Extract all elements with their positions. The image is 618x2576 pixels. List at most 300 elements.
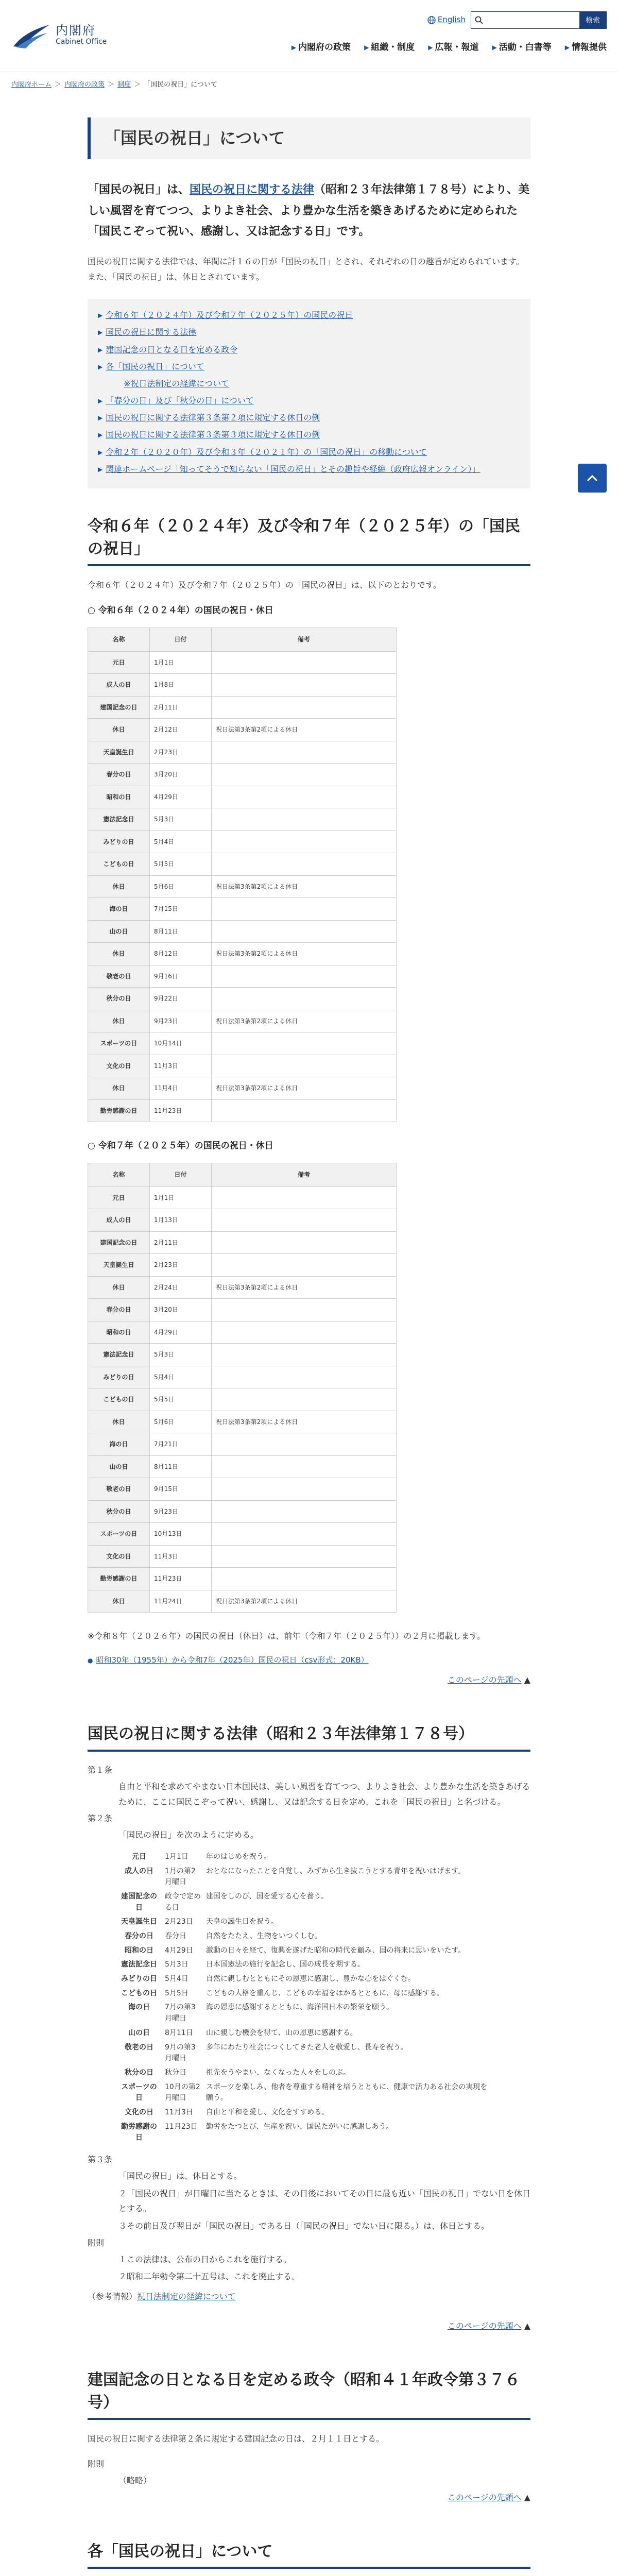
holiday-name: こどもの日 xyxy=(88,853,150,876)
holiday-date: 2月23日 xyxy=(150,1254,212,1277)
holiday-note xyxy=(212,1231,397,1254)
holiday-date: 7月15日 xyxy=(150,898,212,921)
nav-arrow-icon: ▶ xyxy=(291,44,297,52)
table-row xyxy=(88,719,397,741)
holiday-name: 文化の日 xyxy=(88,1545,150,1568)
supplementary-item: （略略） xyxy=(118,2476,152,2486)
holiday-date: 5月6日 xyxy=(150,1411,212,1433)
holiday-note: 祝日法第3条第2項による休日 xyxy=(212,1276,397,1299)
holiday-note: 祝日法第3条第2項による休日 xyxy=(212,1590,397,1613)
holiday-date: 11月4日 xyxy=(150,1077,212,1100)
nav-arrow-icon: ▶ xyxy=(364,44,369,52)
law-holiday-date: 9月の第3月曜日 xyxy=(165,2043,196,2063)
table-row xyxy=(88,1455,397,1478)
history-link[interactable]: 祝日法制定の経緯について xyxy=(137,2291,236,2301)
site-header xyxy=(0,0,618,72)
table-row xyxy=(88,1500,397,1523)
holiday-date: 9月23日 xyxy=(150,1010,212,1032)
holiday-date: 1月8日 xyxy=(150,674,212,697)
holiday-table-2024 xyxy=(88,628,397,1123)
holiday-name: 憲法記念日 xyxy=(88,1344,150,1366)
holiday-note xyxy=(212,965,397,988)
section-heading: 令和６年（２０２４年）及び令和７年（２０２５年）の「国民の祝日」 xyxy=(88,515,530,566)
toc-item[interactable] xyxy=(98,445,520,459)
table-row xyxy=(88,1321,397,1344)
law-holiday-name: 憲法記念日 xyxy=(121,1960,157,1969)
table-row xyxy=(88,808,397,831)
table-row xyxy=(88,1276,397,1299)
table-row xyxy=(88,1099,397,1122)
toc-item[interactable] xyxy=(98,462,520,476)
col-date: 日付 xyxy=(150,628,212,651)
holiday-date: 11月23日 xyxy=(150,1099,212,1122)
lead-paragraph xyxy=(88,180,530,243)
toc-item[interactable] xyxy=(98,411,520,425)
law-row xyxy=(118,2106,494,2120)
holiday-name: 勤労感謝の日 xyxy=(88,1099,150,1122)
holiday-note xyxy=(212,1478,397,1501)
article-2-label: 第２条 xyxy=(88,1814,113,1824)
table-row xyxy=(88,1077,397,1100)
holiday-note: 祝日法第3条第2項による休日 xyxy=(212,1010,397,1032)
law-row xyxy=(118,2026,494,2041)
holiday-name: みどりの日 xyxy=(88,831,150,853)
holiday-note xyxy=(212,831,397,853)
holiday-name: 秋分の日 xyxy=(88,988,150,1010)
toc-arrow-icon: ▶ xyxy=(98,346,103,353)
col-note: 備考 xyxy=(212,628,397,651)
nav-policy[interactable] xyxy=(291,40,351,55)
law-holiday-name: 秋分の日 xyxy=(125,2068,153,2077)
holiday-name: 山の日 xyxy=(88,1455,150,1478)
holiday-date: 5月5日 xyxy=(150,1388,212,1411)
caret-up-icon: ▲ xyxy=(524,2321,530,2331)
header-utility xyxy=(427,11,607,29)
holiday-note xyxy=(212,1055,397,1077)
toc-item[interactable] xyxy=(98,360,520,374)
col-date: 日付 xyxy=(150,1163,212,1187)
table-row xyxy=(88,1568,397,1590)
law-holiday-purpose: 多年にわたり社会につくしてきた老人を敬愛し、長寿を祝う。 xyxy=(206,2043,408,2052)
lead-text: 「国民の祝日」は、 xyxy=(88,183,190,196)
law-holiday-date: 8月11日 xyxy=(165,2028,193,2037)
law-row xyxy=(118,1929,494,1944)
law-holiday-name: 海の日 xyxy=(128,2003,150,2012)
page-top-button[interactable] xyxy=(578,464,607,493)
reference-prefix: （参考情報） xyxy=(88,2291,138,2301)
csv-link-label: 昭和30年（1955年）から令和7年（2025年）国民の祝日（csv形式：20KB） xyxy=(96,1655,369,1665)
table-row xyxy=(88,764,397,786)
table-row xyxy=(88,1478,397,1501)
holiday-date: 1月1日 xyxy=(150,1187,212,1209)
toc-arrow-icon: ▶ xyxy=(98,414,103,422)
law-holiday-purpose: おとなになったことを自覚し、みずから生き抜こうとする青年を祝いはげます。 xyxy=(206,1867,465,1875)
toc-item[interactable] xyxy=(98,377,520,391)
law-holiday-date: 4月29日 xyxy=(165,1946,193,1955)
toc-arrow-icon: ▶ xyxy=(98,465,103,473)
law-holiday-date: 春分日 xyxy=(165,1932,186,1941)
holiday-date: 1月13日 xyxy=(150,1209,212,1232)
law-holiday-purpose: 自由と平和を愛し、文化をすすめる。 xyxy=(206,2108,329,2116)
holiday-date: 5月3日 xyxy=(150,1344,212,1366)
toc-link: 各「国民の祝日」について xyxy=(106,361,204,371)
law-holiday-date: 11月23日 xyxy=(165,2122,198,2131)
law-holiday-purpose: 海の恩恵に感謝するとともに、海洋国日本の繁栄を願う。 xyxy=(206,2003,393,2012)
law-holiday-purpose: 祖先をうやまい、なくなった人々をしのぶ。 xyxy=(206,2068,351,2077)
section-text: 国民の祝日に関する法律第２条に規定する建国記念の日は、２月１１日とする。 xyxy=(88,2434,385,2444)
law-holiday-date: 5月5日 xyxy=(165,1989,188,1997)
cabinet-office-emblem-icon xyxy=(11,21,52,49)
toc-link: 「春分の日」及び「秋分の日」について xyxy=(106,396,254,406)
holiday-note xyxy=(212,1254,397,1277)
article-1-body: 自由と平和を求めてやまない日本国民は、美しい風習を育てつつ、よりよき社会、より豊かな生活を築きあげるために、ここに国民こぞって祝い、感謝し、又は記念する日を定め、これを「国民の祝日」と名づける。 xyxy=(118,1781,530,1807)
toc-link: 国民の祝日に関する法律第３条第３項に規定する休日の例 xyxy=(106,430,320,440)
holiday-name: 海の日 xyxy=(88,898,150,921)
nav-label: 広報・報道 xyxy=(435,42,479,53)
holiday-date: 9月22日 xyxy=(150,988,212,1010)
holiday-note: 祝日法第3条第2項による休日 xyxy=(212,875,397,898)
holiday-name: 成人の日 xyxy=(88,1209,150,1232)
holiday-name: 建国記念の日 xyxy=(88,1231,150,1254)
law-holiday-date: 11月3日 xyxy=(165,2108,193,2116)
article-2-body: 「国民の祝日」を次のように定める。 xyxy=(118,1830,259,1840)
nav-arrow-icon: ▶ xyxy=(492,44,497,52)
back-to-top-link[interactable] xyxy=(88,2319,530,2333)
table-row xyxy=(88,1344,397,1366)
holiday-name: 昭和の日 xyxy=(88,1321,150,1344)
law-holiday-name: 成人の日 xyxy=(125,1867,153,1875)
table-row xyxy=(88,920,397,943)
toc-item[interactable] xyxy=(98,325,520,339)
law-holiday-purpose: 自然に親しむとともにその恩恵に感謝し、豊かな心をはぐくむ。 xyxy=(206,1975,415,1984)
caption-text: 令和７年（２０２５年）の国民の祝日・休日 xyxy=(98,1141,273,1151)
lead-text: （昭和２３年法律第１７８号）により、美しい風習を育てつつ、よりよき社会、より豊かな生活を築きあげるために定められた「国民こぞって祝い、感謝し、又は記念する日」です。 xyxy=(88,183,530,239)
law-holiday-purpose: 建国をしのび、国を愛する心を養う。 xyxy=(206,1892,329,1901)
breadcrumb-home[interactable]: 内閣府ホーム xyxy=(11,81,52,89)
toc-link: 国民の祝日に関する法律第３条第２項に規定する休日の例 xyxy=(106,413,320,423)
holiday-name: 休日 xyxy=(88,1276,150,1299)
law-holiday-name: 文化の日 xyxy=(125,2108,153,2116)
toc-link: 関連ホームページ「知ってそうで知らない「国民の祝日」とその趣旨や経緯（政府広報オンライン）」 xyxy=(106,464,480,474)
csv-download-link[interactable] xyxy=(88,1654,530,1667)
table-row xyxy=(88,1231,397,1254)
holiday-note xyxy=(212,1032,397,1055)
law-holiday-purpose: 自然をたたえ、生物をいつくしむ。 xyxy=(206,1932,322,1941)
holiday-date: 10月14日 xyxy=(150,1032,212,1055)
holiday-date: 2月12日 xyxy=(150,719,212,741)
col-name: 名称 xyxy=(88,1163,150,1187)
toc-item[interactable] xyxy=(98,308,520,322)
nav-arrow-icon: ▶ xyxy=(564,44,570,52)
holiday-name: 元日 xyxy=(88,651,150,674)
holiday-date: 9月15日 xyxy=(150,1478,212,1501)
table-row xyxy=(88,1010,397,1032)
law-holiday-name: 山の日 xyxy=(128,2028,150,2037)
holiday-name: 元日 xyxy=(88,1187,150,1209)
intro-paragraph: 国民の祝日に関する法律では、年間に計１６の日が「国民の祝日」とされ、それぞれの日の趣旨が定められています。また、「国民の祝日」は、休日とされています。 xyxy=(88,256,524,282)
nav-arrow-icon: ▶ xyxy=(428,44,433,52)
nav-label: 情報提供 xyxy=(572,42,607,53)
back-to-top-link[interactable] xyxy=(88,1673,530,1687)
holiday-date: 11月23日 xyxy=(150,1568,212,1590)
toc-arrow-icon: ▶ xyxy=(98,329,103,336)
law-holiday-purpose: 山に親しむ機会を得て、山の恩恵に感謝する。 xyxy=(206,2028,357,2037)
logo-japanese: 内閣府 xyxy=(56,23,96,38)
holiday-name: スポーツの日 xyxy=(88,1523,150,1546)
law-holiday-purpose: 年のはじめを祝う。 xyxy=(206,1852,271,1861)
holiday-date: 3月20日 xyxy=(150,764,212,786)
holiday-name: スポーツの日 xyxy=(88,1032,150,1055)
article-1-label: 第１条 xyxy=(88,1765,113,1775)
holiday-name: 春分の日 xyxy=(88,1299,150,1321)
law-holiday-purpose: スポーツを楽しみ、他者を尊重する精神を培うとともに、健康で活力ある社会の実現を願う。 xyxy=(206,2082,488,2103)
holiday-date: 8月11日 xyxy=(150,1455,212,1478)
breadcrumb-policy[interactable]: 内閣府の政策 xyxy=(64,81,105,89)
holiday-note xyxy=(212,764,397,786)
toc-item[interactable] xyxy=(98,394,520,408)
section-heading: 各「国民の祝日」について xyxy=(88,2540,530,2569)
holiday-date: 11月3日 xyxy=(150,1545,212,1568)
col-name: 名称 xyxy=(88,628,150,651)
holiday-date: 5月3日 xyxy=(150,808,212,831)
english-link[interactable] xyxy=(427,13,466,27)
table-row xyxy=(88,1411,397,1433)
table-row xyxy=(88,674,397,697)
holiday-note: 祝日法第3条第2項による休日 xyxy=(212,1411,397,1433)
toc-arrow-icon: ▶ xyxy=(98,431,103,439)
holiday-name: 敬老の日 xyxy=(88,965,150,988)
table-row xyxy=(88,651,397,674)
table-row xyxy=(88,1187,397,1209)
back-to-top-link[interactable] xyxy=(88,2490,530,2504)
law-row xyxy=(118,1890,494,1915)
holiday-note xyxy=(212,1388,397,1411)
holiday-name: 天皇誕生日 xyxy=(88,1254,150,1277)
breadcrumb-current: 「国民の祝日」について xyxy=(144,81,217,89)
toc-item[interactable] xyxy=(98,343,520,357)
toc-arrow-icon: ▶ xyxy=(98,363,103,370)
section-text: 令和６年（２０２４年）及び令和７年（２０２５年）の「国民の祝日」は、以下のとおりです。 xyxy=(88,580,441,590)
holiday-note: 祝日法第3条第2項による休日 xyxy=(212,943,397,965)
law-holiday-name: 昭和の日 xyxy=(125,1946,153,1955)
breadcrumb-system[interactable]: 制度 xyxy=(117,81,131,89)
law-holiday-purpose: 日本国憲法の施行を記念し、国の成長を期する。 xyxy=(206,1960,365,1969)
table-row xyxy=(88,965,397,988)
law-row xyxy=(118,1915,494,1929)
article-3-item: ２「国民の祝日」が日曜日に当たるときは、その日後においてその日に最も近い「国民の祝日」でない日を休日とする。 xyxy=(118,2188,531,2214)
article-3-item: 「国民の祝日」は、休日とする。 xyxy=(118,2171,243,2181)
section-heading: 国民の祝日に関する法律（昭和２３年法律第１７８号） xyxy=(88,1723,530,1752)
supplementary-item: ２昭和二年勅令第二十五号は、これを廃止する。 xyxy=(118,2272,300,2282)
table-row xyxy=(88,831,397,853)
law-row xyxy=(118,1958,494,1972)
holiday-name: 憲法記念日 xyxy=(88,808,150,831)
law-holiday-list xyxy=(118,1850,494,2145)
nav-activities[interactable] xyxy=(492,40,552,55)
table-row xyxy=(88,943,397,965)
toc-link: 令和６年（２０２４年）及び令和７年（２０２５年）の国民の祝日 xyxy=(106,310,353,320)
article-3-label: 第３条 xyxy=(88,2155,113,2165)
holiday-date: 8月11日 xyxy=(150,920,212,943)
supplementary-label: 附則 xyxy=(88,2459,105,2469)
holiday-name: 成人の日 xyxy=(88,674,150,697)
holiday-name: 天皇誕生日 xyxy=(88,741,150,764)
toc-arrow-icon: ▶ xyxy=(98,448,103,456)
holiday-date: 3月20日 xyxy=(150,1299,212,1321)
section-heading: 建国記念の日となる日を定める政令（昭和４１年政令第３７６号） xyxy=(88,2369,530,2420)
holiday-table-2025 xyxy=(88,1163,397,1613)
nav-organization[interactable] xyxy=(364,40,415,55)
toc-item[interactable] xyxy=(98,428,520,442)
holiday-name: 休日 xyxy=(88,719,150,741)
toc-link: 令和２年（２０２０年）及び令和３年（２０２１年）の「国民の祝日」の移動について xyxy=(106,447,427,457)
holiday-note xyxy=(212,1500,397,1523)
breadcrumb-separator: ＞ xyxy=(108,81,115,89)
holiday-note xyxy=(212,1433,397,1456)
law-holiday-name: 敬老の日 xyxy=(125,2043,153,2052)
holiday-date: 2月11日 xyxy=(150,696,212,719)
nav-press[interactable] xyxy=(428,40,478,55)
law-row xyxy=(118,2001,494,2026)
holiday-name: 山の日 xyxy=(88,920,150,943)
table-of-contents xyxy=(88,299,530,488)
holiday-note xyxy=(212,988,397,1010)
table-row xyxy=(88,1545,397,1568)
back-to-top-label: このページの先頭へ xyxy=(447,2492,522,2502)
table-row xyxy=(88,1032,397,1055)
supplementary-item: １この法律は、公布の日からこれを施行する。 xyxy=(118,2254,292,2264)
law-holiday-purpose: 激動の日々を経て、復興を遂げた昭和の時代を顧み、国の将来に思いをいたす。 xyxy=(206,1946,466,1955)
table-row xyxy=(88,1055,397,1077)
law-row xyxy=(118,2080,494,2106)
law-link[interactable]: 国民の祝日に関する法律 xyxy=(190,183,315,196)
caret-up-icon: ▲ xyxy=(524,1675,530,1685)
holiday-name: 休日 xyxy=(88,875,150,898)
law-row xyxy=(118,1850,494,1865)
breadcrumb-separator: ＞ xyxy=(55,81,62,89)
holiday-note xyxy=(212,674,397,697)
holiday-note xyxy=(212,1187,397,1209)
law-holiday-name: 勤労感謝の日 xyxy=(121,2122,157,2142)
holiday-name: みどりの日 xyxy=(88,1366,150,1388)
law-holiday-name: みどりの日 xyxy=(121,1975,157,1984)
search-icon xyxy=(471,12,487,28)
law-holiday-date: 7月の第3月曜日 xyxy=(165,2003,196,2023)
site-logo[interactable] xyxy=(11,21,107,49)
caret-up-icon: ▲ xyxy=(524,2492,530,2502)
law-holiday-purpose: 天皇の誕生日を祝う。 xyxy=(206,1918,278,1926)
table-row xyxy=(88,1590,397,1613)
holiday-date: 2月23日 xyxy=(150,741,212,764)
holiday-date: 5月5日 xyxy=(150,853,212,876)
global-nav xyxy=(291,40,607,55)
holiday-date: 11月3日 xyxy=(150,1055,212,1077)
table-row xyxy=(88,1254,397,1277)
english-link-label: English xyxy=(437,15,466,25)
table-row xyxy=(88,853,397,876)
table-row xyxy=(88,988,397,1010)
table-caption-2024: ○ 令和６年（２０２４年）の国民の祝日・休日 xyxy=(88,605,273,616)
breadcrumb-separator: ＞ xyxy=(134,81,141,89)
law-holiday-date: 5月4日 xyxy=(165,1975,188,1984)
table-row xyxy=(88,1433,397,1456)
holiday-name: 敬老の日 xyxy=(88,1478,150,1501)
table-row xyxy=(88,875,397,898)
logo-english: Cabinet Office xyxy=(56,37,107,46)
toc-arrow-icon: ▶ xyxy=(98,397,103,405)
holiday-name: 海の日 xyxy=(88,1433,150,1456)
nav-label: 内閣府の政策 xyxy=(298,42,351,53)
law-holiday-name: 建国記念の日 xyxy=(121,1892,157,1912)
holiday-date: 8月12日 xyxy=(150,943,212,965)
law-holiday-date: 5月3日 xyxy=(165,1960,188,1969)
holiday-note xyxy=(212,1455,397,1478)
holiday-note xyxy=(212,808,397,831)
law-holiday-date: 政令で定める日 xyxy=(165,1892,201,1912)
holiday-name: 秋分の日 xyxy=(88,1500,150,1523)
toc-link: 建国記念の日となる日を定める政令 xyxy=(106,344,238,354)
holiday-date: 5月6日 xyxy=(150,875,212,898)
holiday-note xyxy=(212,741,397,764)
holiday-date: 2月11日 xyxy=(150,1231,212,1254)
law-holiday-name: 春分の日 xyxy=(125,1932,153,1941)
nav-information[interactable] xyxy=(565,40,607,55)
search-button[interactable]: 検索 xyxy=(579,12,606,28)
law-holiday-date: 1月の第2月曜日 xyxy=(165,1867,196,1887)
holiday-date: 4月29日 xyxy=(150,1321,212,1344)
table-row xyxy=(88,1299,397,1321)
holiday-note xyxy=(212,1321,397,1344)
holiday-note xyxy=(212,1099,397,1122)
holiday-note xyxy=(212,1366,397,1388)
toc-link: ※祝日法制定の経緯について xyxy=(124,378,230,388)
holiday-note xyxy=(212,1568,397,1590)
holiday-date: 9月23日 xyxy=(150,1500,212,1523)
globe-icon xyxy=(427,16,436,24)
holiday-date: 5月4日 xyxy=(150,831,212,853)
col-note: 備考 xyxy=(212,1163,397,1187)
holiday-name: 休日 xyxy=(88,943,150,965)
holiday-name: 文化の日 xyxy=(88,1055,150,1077)
holiday-name: 休日 xyxy=(88,1077,150,1100)
holiday-note xyxy=(212,1545,397,1568)
law-holiday-name: スポーツの日 xyxy=(121,2082,157,2103)
law-holiday-date: 秋分日 xyxy=(165,2068,186,2077)
table-caption-2025: ○ 令和７年（２０２５年）の国民の祝日・休日 xyxy=(88,1141,273,1151)
nav-label: 活動・白書等 xyxy=(499,42,552,53)
search-input[interactable] xyxy=(487,12,579,28)
law-holiday-date: 10月の第2月曜日 xyxy=(165,2082,200,2103)
law-row xyxy=(118,2066,494,2080)
table-row xyxy=(88,1523,397,1546)
law-row xyxy=(118,1972,494,1987)
law-holiday-date: 1月1日 xyxy=(165,1852,188,1861)
holiday-date: 5月4日 xyxy=(150,1366,212,1388)
holiday-note xyxy=(212,853,397,876)
holiday-name: 昭和の日 xyxy=(88,786,150,808)
holiday-date: 10月13日 xyxy=(150,1523,212,1546)
law-row xyxy=(118,2041,494,2066)
next-year-note: ※令和８年（２０２６年）の国民の祝日（休日）は、前年（令和７年（２０２５年））の２月に掲載します。 xyxy=(88,1631,486,1641)
law-holiday-name: 元日 xyxy=(132,1852,146,1861)
holiday-note xyxy=(212,786,397,808)
holiday-name: 休日 xyxy=(88,1590,150,1613)
holiday-note: 祝日法第3条第2項による休日 xyxy=(212,719,397,741)
toc-arrow-icon: ▶ xyxy=(98,312,103,319)
holiday-date: 11月24日 xyxy=(150,1590,212,1613)
holiday-name: 建国記念の日 xyxy=(88,696,150,719)
holiday-date: 2月24日 xyxy=(150,1276,212,1299)
